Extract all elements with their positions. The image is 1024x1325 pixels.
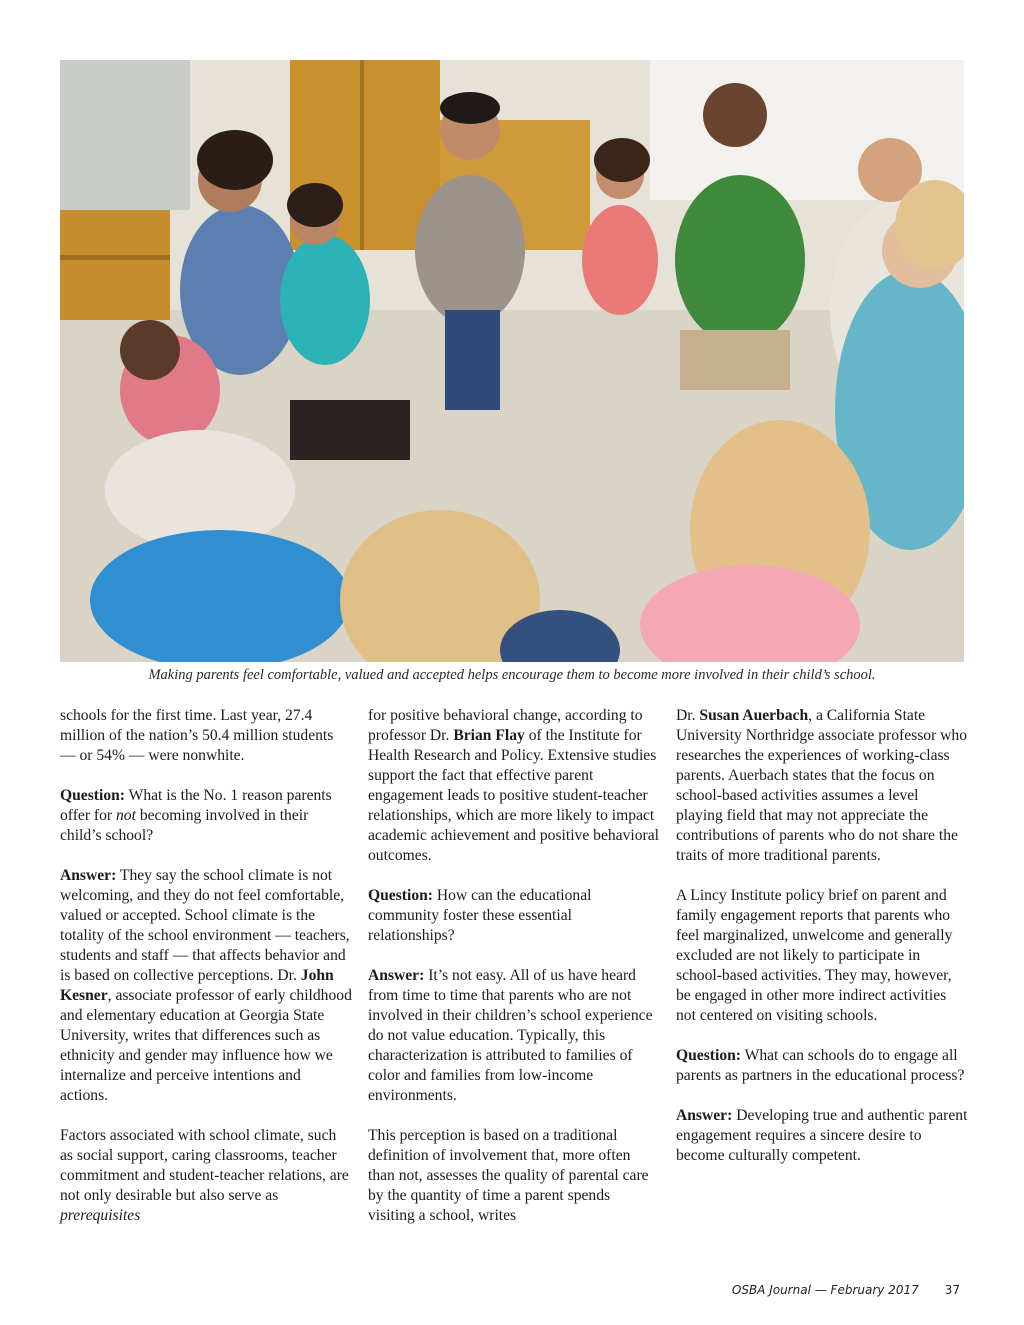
paragraph-text: Factors associated with school climate, such as social support, caring classrooms, teacher commitment and student-teacher relations, are not only desirable but also serve as xyxy=(60,1127,349,1204)
answer-label: Answer: xyxy=(676,1107,733,1124)
journal-issue: OSBA Journal — February 2017 xyxy=(731,1283,919,1297)
article-column-2 xyxy=(368,706,660,1246)
classroom-photo xyxy=(60,60,964,662)
photo-illustration xyxy=(60,60,964,662)
paragraph-text: Dr. xyxy=(676,707,700,724)
answer-paragraph xyxy=(676,1106,968,1166)
paragraph-text: of the Institute for Health Research and Policy. Extensive studies support the fact that effective parent engagement leads to positive student-teacher relationships, which are more likely to impact academic achievement and positive behavioral outcomes. xyxy=(368,727,659,864)
paragraph xyxy=(368,1126,660,1226)
question-paragraph xyxy=(368,886,660,946)
paragraph-emphasis: prerequisites xyxy=(60,1207,141,1224)
page-number: 37 xyxy=(944,1283,960,1297)
answer-text: It’s not easy. All of us have heard from time to time that parents who are not involved in their children’s school experience do not value education. Typically, this characterization is attributed to families of color and families from low-income environments. xyxy=(368,967,653,1104)
person-name: Susan Auerbach xyxy=(699,707,809,724)
question-paragraph xyxy=(676,1046,968,1086)
paragraph xyxy=(676,706,968,866)
question-text: What can schools do to engage all parents as partners in the educational process? xyxy=(676,1047,965,1084)
paragraph-text: A Lincy Institute policy brief on parent and family engagement reports that parents who feel marginalized, unwelcome and generally excluded are not likely to participate in school-based activities. They may, however, be engaged in other more indirect activities not centered on visiting schools. xyxy=(676,887,953,1024)
question-paragraph xyxy=(60,786,352,846)
article-column-1 xyxy=(60,706,352,1246)
paragraph-text: , a California State University Northridge associate professor who researches the experiences of working-class parents. Auerbach states that the focus on school-based activities assumes a level playing field that may not appreciate the contributions of parents who do not share the traits of more traditional parents. xyxy=(676,707,968,864)
question-text: How can the educational community foster these essential relationships? xyxy=(368,887,592,944)
question-label: Question: xyxy=(368,887,433,904)
answer-text: Developing true and authentic parent engagement requires a sincere desire to become culturally competent. xyxy=(676,1107,968,1164)
person-name: Brian Flay xyxy=(453,727,525,744)
answer-text: , associate professor of early childhood and elementary education at Georgia State University, writes that differences such as ethnicity and gender may influence how we internalize and perceive intentions and actions. xyxy=(60,987,352,1104)
paragraph-text: for positive behavioral change, according to professor Dr. xyxy=(368,707,643,744)
paragraph xyxy=(60,1126,352,1226)
paragraph-text: schools for the first time. Last year, 27.4 million of the nation’s 50.4 million students — or 54% — were nonwhite. xyxy=(60,707,334,764)
paragraph-text: This perception is based on a traditional definition of involvement that, more often than not, assesses the quality of parental care by the quantity of time a parent spends visiting a school, writes xyxy=(368,1127,649,1224)
answer-text: They say the school climate is not welcoming, and they do not feel comfortable, valued or accepted. School climate is the totality of the school environment — teachers, students and staff — that affects behavior and is based on collective perceptions. Dr. xyxy=(60,867,350,984)
answer-paragraph xyxy=(368,966,660,1106)
page-footer xyxy=(732,1283,960,1297)
article-column-3 xyxy=(676,706,968,1186)
question-label: Question: xyxy=(676,1047,741,1064)
paragraph xyxy=(60,706,352,766)
question-text: What is the No. 1 reason parents offer for xyxy=(60,787,332,824)
person-name: John Kesner xyxy=(60,967,334,1004)
photo-caption: Making parents feel comfortable, valued and accepted helps encourage them to become more involved in their child’s school. xyxy=(148,667,876,683)
paragraph xyxy=(368,706,660,866)
question-label: Question: xyxy=(60,787,125,804)
answer-label: Answer: xyxy=(368,967,425,984)
paragraph xyxy=(676,886,968,1026)
question-emphasis: not xyxy=(116,807,136,824)
question-text: becoming involved in their child’s school? xyxy=(60,807,309,844)
answer-paragraph xyxy=(60,866,352,1106)
answer-label: Answer: xyxy=(60,867,117,884)
